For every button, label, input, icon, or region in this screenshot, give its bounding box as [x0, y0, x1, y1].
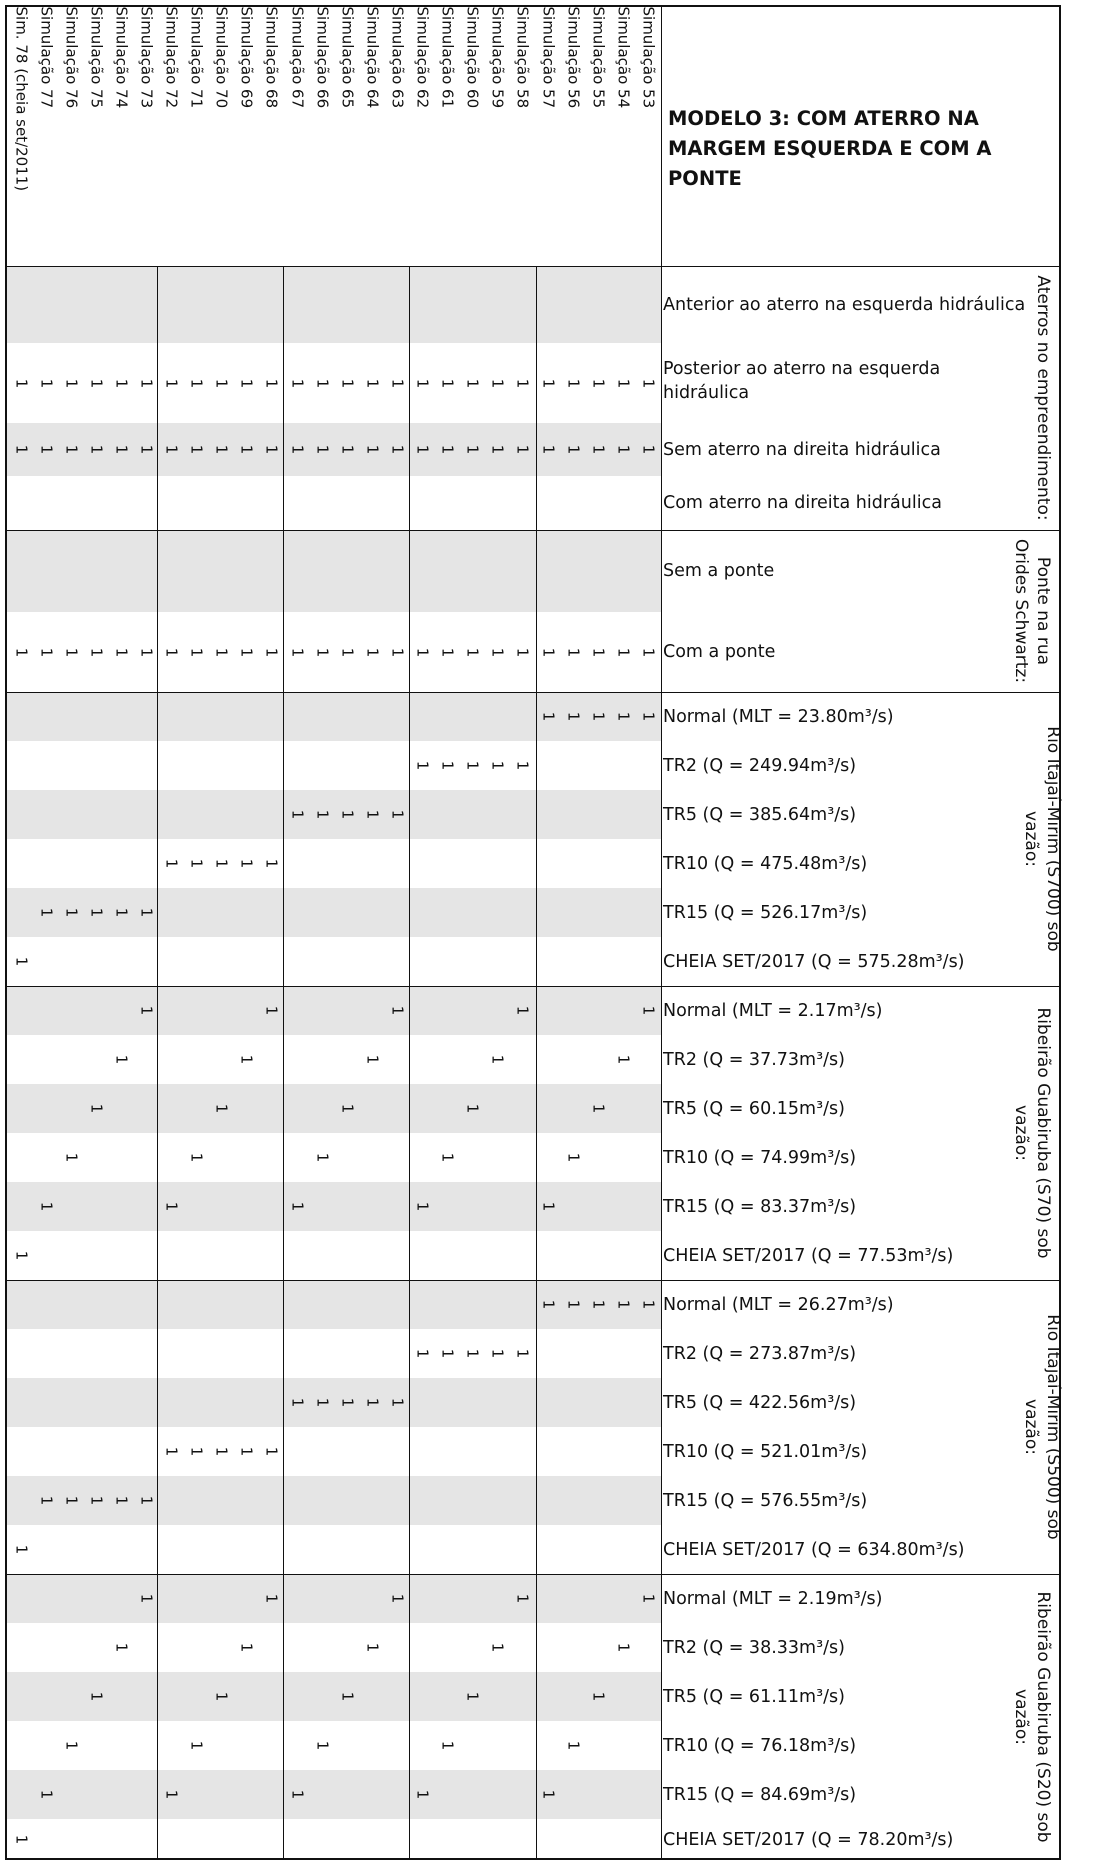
row-label: TR10 (Q = 521.01m³/s)	[663, 1441, 868, 1462]
simulation-header: Simulação 58	[513, 6, 532, 108]
cell-value-1: 1	[463, 1103, 482, 1114]
cell-value-1: 1	[262, 1593, 281, 1604]
group-label: Ribeirão Guabiruba (S20) sob vazão:	[1011, 1591, 1053, 1843]
row-label: Normal (MLT = 23.80m³/s)	[663, 706, 894, 727]
simulation-header: Simulação 71	[187, 6, 206, 108]
cell-value-1: 1	[187, 378, 206, 388]
cell-value-1: 1	[363, 1642, 382, 1653]
cell-value-1: 1	[539, 711, 558, 722]
cell-value-1: 1	[438, 1740, 457, 1751]
cell-value-1: 1	[313, 647, 332, 657]
cell-value-1: 1	[564, 1740, 583, 1751]
cell-value-1: 1	[639, 444, 658, 455]
row-label: Anterior ao aterro na esquerda hidráulica	[663, 294, 1026, 315]
simulation-header: Simulação 59	[488, 6, 507, 108]
simulation-header: Simulação 76	[62, 6, 81, 108]
cell-value-1: 1	[363, 444, 382, 455]
cell-value-1: 1	[137, 1593, 156, 1604]
row-label: Normal (MLT = 26.27m³/s)	[663, 1294, 894, 1315]
simulation-header: Simulação 57	[539, 6, 558, 108]
cell-value-1: 1	[162, 858, 181, 869]
cell-value-1: 1	[288, 1789, 307, 1800]
cell-value-1: 1	[87, 1103, 106, 1114]
cell-value-1: 1	[313, 1740, 332, 1751]
cell-value-1: 1	[589, 444, 608, 455]
cell-value-1: 1	[539, 378, 558, 388]
cell-value-1: 1	[37, 378, 56, 388]
row-label: Com a ponte	[663, 642, 776, 662]
cell-value-1: 1	[338, 809, 357, 820]
cell-value-1: 1	[313, 1152, 332, 1163]
cell-value-1: 1	[37, 647, 56, 657]
cell-value-1: 1	[564, 378, 583, 388]
cell-value-1: 1	[313, 378, 332, 388]
cell-value-1: 1	[62, 378, 81, 388]
cell-value-1: 1	[513, 760, 532, 771]
cell-value-1: 1	[438, 760, 457, 771]
cell-value-1: 1	[62, 647, 81, 657]
cell-value-1: 1	[112, 907, 131, 918]
cell-value-1: 1	[539, 647, 558, 657]
cell-value-1: 1	[187, 1446, 206, 1457]
cell-value-1: 1	[237, 444, 256, 455]
cell-value-1: 1	[37, 1789, 56, 1800]
cell-value-1: 1	[187, 1152, 206, 1163]
simulation-header: Simulação 70	[212, 6, 231, 108]
cell-value-1: 1	[37, 907, 56, 918]
row-label: Sem a ponte	[663, 561, 775, 581]
cell-value-1: 1	[262, 378, 281, 388]
cell-value-1: 1	[338, 1691, 357, 1702]
cell-value-1: 1	[388, 647, 407, 657]
cell-value-1: 1	[614, 711, 633, 722]
cell-value-1: 1	[12, 444, 31, 455]
row-label: Posterior ao aterro na esquerda hidráulica	[663, 359, 941, 403]
cell-value-1: 1	[87, 907, 106, 918]
simulation-header: Simulação 74	[112, 6, 131, 108]
cell-value-1: 1	[12, 647, 31, 657]
cell-value-1: 1	[388, 1005, 407, 1016]
cell-value-1: 1	[313, 444, 332, 455]
cell-value-1: 1	[62, 1495, 81, 1506]
simulation-header: Simulação 53	[639, 6, 658, 108]
cell-value-1: 1	[137, 907, 156, 918]
cell-value-1: 1	[313, 809, 332, 820]
cell-value-1: 1	[288, 444, 307, 455]
row-label: Normal (MLT = 2.19m³/s)	[663, 1588, 883, 1609]
cell-value-1: 1	[212, 647, 231, 657]
cell-value-1: 1	[539, 1789, 558, 1800]
cell-value-1: 1	[614, 1299, 633, 1310]
cell-value-1: 1	[513, 1348, 532, 1359]
cell-value-1: 1	[639, 1005, 658, 1016]
simulation-header: Simulação 61	[438, 6, 457, 108]
cell-value-1: 1	[87, 378, 106, 388]
cell-value-1: 1	[12, 378, 31, 388]
cell-value-1: 1	[87, 647, 106, 657]
cell-value-1: 1	[564, 444, 583, 455]
cell-value-1: 1	[212, 444, 231, 455]
simulation-header: Simulação 63	[388, 6, 407, 108]
cell-value-1: 1	[438, 647, 457, 657]
cell-value-1: 1	[639, 711, 658, 722]
cell-value-1: 1	[564, 711, 583, 722]
cell-value-1: 1	[539, 444, 558, 455]
cell-value-1: 1	[338, 444, 357, 455]
cell-value-1: 1	[62, 1152, 81, 1163]
cell-value-1: 1	[112, 378, 131, 388]
cell-value-1: 1	[413, 760, 432, 771]
row-label: TR15 (Q = 84.69m³/s)	[663, 1784, 857, 1805]
cell-value-1: 1	[262, 858, 281, 869]
cell-value-1: 1	[262, 1005, 281, 1016]
row-label: TR5 (Q = 60.15m³/s)	[663, 1098, 845, 1119]
group-label: Rio Itajaí-Mirim (S700) sob vazão:	[1021, 726, 1063, 952]
cell-value-1: 1	[112, 444, 131, 455]
cell-value-1: 1	[62, 1740, 81, 1751]
cell-value-1: 1	[363, 378, 382, 388]
cell-value-1: 1	[488, 760, 507, 771]
row-label: TR2 (Q = 273.87m³/s)	[663, 1343, 857, 1364]
cell-value-1: 1	[413, 378, 432, 388]
cell-value-1: 1	[262, 1446, 281, 1457]
cell-value-1: 1	[187, 1740, 206, 1751]
cell-value-1: 1	[162, 378, 181, 388]
cell-value-1: 1	[162, 1789, 181, 1800]
cell-value-1: 1	[112, 647, 131, 657]
cell-value-1: 1	[363, 809, 382, 820]
cell-value-1: 1	[338, 378, 357, 388]
simulation-header: Simulação 54	[614, 6, 633, 108]
row-label: TR10 (Q = 76.18m³/s)	[663, 1735, 857, 1756]
cell-value-1: 1	[488, 444, 507, 455]
cell-value-1: 1	[62, 444, 81, 455]
cell-value-1: 1	[212, 378, 231, 388]
cell-value-1: 1	[614, 1642, 633, 1653]
group-label: Rio Itajaí-Mirim (S500) sob vazão:	[1021, 1314, 1063, 1540]
cell-value-1: 1	[237, 1446, 256, 1457]
cell-value-1: 1	[288, 1201, 307, 1212]
cell-value-1: 1	[463, 647, 482, 657]
row-label: TR15 (Q = 526.17m³/s)	[663, 902, 868, 923]
row-label: CHEIA SET/2017 (Q = 78.20m³/s)	[663, 1829, 954, 1850]
cell-value-1: 1	[288, 378, 307, 388]
cell-value-1: 1	[37, 1495, 56, 1506]
cell-value-1: 1	[639, 378, 658, 388]
cell-value-1: 1	[488, 378, 507, 388]
cell-value-1: 1	[388, 444, 407, 455]
cell-value-1: 1	[137, 444, 156, 455]
simulation-header: Simulação 64	[363, 6, 382, 108]
cell-value-1: 1	[614, 444, 633, 455]
cell-value-1: 1	[112, 1495, 131, 1506]
row-label: Com aterro na direita hidráulica	[663, 493, 942, 513]
cell-value-1: 1	[463, 444, 482, 455]
cell-value-1: 1	[12, 956, 31, 967]
cell-value-1: 1	[539, 1201, 558, 1212]
page-title: MODELO 3: COM ATERRO NA MARGEM ESQUERDA E COM A PONTE	[668, 107, 992, 190]
cell-value-1: 1	[564, 1299, 583, 1310]
table-frame	[5, 5, 1061, 1860]
cell-value-1: 1	[513, 444, 532, 455]
cell-value-1: 1	[513, 1005, 532, 1016]
cell-value-1: 1	[212, 858, 231, 869]
cell-value-1: 1	[37, 1201, 56, 1212]
cell-value-1: 1	[187, 444, 206, 455]
cell-value-1: 1	[137, 1495, 156, 1506]
cell-value-1: 1	[589, 711, 608, 722]
cell-value-1: 1	[488, 1054, 507, 1065]
simulation-header: Simulação 56	[564, 6, 583, 108]
cell-value-1: 1	[438, 1348, 457, 1359]
simulation-header: Simulação 66	[313, 6, 332, 108]
cell-value-1: 1	[112, 1642, 131, 1653]
cell-value-1: 1	[237, 1642, 256, 1653]
cell-value-1: 1	[488, 647, 507, 657]
cell-value-1: 1	[513, 1593, 532, 1604]
cell-value-1: 1	[212, 1103, 231, 1114]
row-label: CHEIA SET/2017 (Q = 77.53m³/s)	[663, 1245, 954, 1266]
cell-value-1: 1	[639, 647, 658, 657]
cell-value-1: 1	[589, 378, 608, 388]
simulation-header: Simulação 68	[262, 6, 281, 108]
cell-value-1: 1	[212, 1691, 231, 1702]
simulation-header: Simulação 73	[137, 6, 156, 108]
cell-value-1: 1	[87, 1691, 106, 1702]
cell-value-1: 1	[438, 444, 457, 455]
cell-value-1: 1	[614, 1054, 633, 1065]
simulation-header: Simulação 72	[162, 6, 181, 108]
cell-value-1: 1	[237, 378, 256, 388]
cell-value-1: 1	[639, 1593, 658, 1604]
cell-value-1: 1	[87, 1495, 106, 1506]
cell-value-1: 1	[413, 1201, 432, 1212]
row-label: TR10 (Q = 74.99m³/s)	[663, 1147, 857, 1168]
cell-value-1: 1	[137, 647, 156, 657]
row-label: TR15 (Q = 83.37m³/s)	[663, 1196, 857, 1217]
cell-value-1: 1	[162, 1201, 181, 1212]
row-label: CHEIA SET/2017 (Q = 575.28m³/s)	[663, 951, 965, 972]
cell-value-1: 1	[413, 1348, 432, 1359]
simulation-header: Simulação 65	[338, 6, 357, 108]
simulation-header: Sim. 78 (cheia set/2011)	[12, 6, 31, 191]
cell-value-1: 1	[338, 1397, 357, 1408]
cell-value-1: 1	[288, 647, 307, 657]
cell-value-1: 1	[388, 1397, 407, 1408]
cell-value-1: 1	[413, 647, 432, 657]
cell-value-1: 1	[262, 647, 281, 657]
cell-value-1: 1	[338, 647, 357, 657]
row-label: Sem aterro na direita hidráulica	[663, 439, 941, 460]
group-label: Ponte na rua Orides Schwartz:	[1011, 538, 1053, 684]
row-label: TR5 (Q = 385.64m³/s)	[663, 804, 857, 825]
cell-value-1: 1	[37, 444, 56, 455]
cell-value-1: 1	[388, 1593, 407, 1604]
cell-value-1: 1	[589, 1299, 608, 1310]
simulation-header: Simulação 69	[237, 6, 256, 108]
cell-value-1: 1	[137, 378, 156, 388]
cell-value-1: 1	[363, 647, 382, 657]
cell-value-1: 1	[564, 1152, 583, 1163]
cell-value-1: 1	[87, 444, 106, 455]
cell-value-1: 1	[187, 858, 206, 869]
cell-value-1: 1	[162, 444, 181, 455]
cell-value-1: 1	[112, 1054, 131, 1065]
simulation-header: Simulação 62	[413, 6, 432, 108]
cell-value-1: 1	[589, 1691, 608, 1702]
cell-value-1: 1	[438, 1152, 457, 1163]
cell-value-1: 1	[187, 647, 206, 657]
cell-value-1: 1	[614, 647, 633, 657]
cell-value-1: 1	[237, 647, 256, 657]
cell-value-1: 1	[363, 1054, 382, 1065]
cell-value-1: 1	[488, 1348, 507, 1359]
row-label: TR2 (Q = 38.33m³/s)	[663, 1637, 845, 1658]
cell-value-1: 1	[237, 858, 256, 869]
simulation-header: Simulação 75	[87, 6, 106, 108]
cell-value-1: 1	[413, 444, 432, 455]
row-label: TR2 (Q = 37.73m³/s)	[663, 1049, 845, 1070]
group-label: Aterros no empreendimento:	[1033, 275, 1053, 521]
cell-value-1: 1	[463, 1691, 482, 1702]
row-label: TR15 (Q = 576.55m³/s)	[663, 1490, 868, 1511]
simulation-header: Simulação 77	[37, 6, 56, 108]
cell-value-1: 1	[338, 1103, 357, 1114]
simulation-header: Simulação 55	[589, 6, 608, 108]
cell-value-1: 1	[237, 1054, 256, 1065]
row-label: TR2 (Q = 249.94m³/s)	[663, 755, 857, 776]
cell-value-1: 1	[12, 1544, 31, 1555]
cell-value-1: 1	[513, 378, 532, 388]
cell-value-1: 1	[589, 1103, 608, 1114]
cell-value-1: 1	[388, 809, 407, 820]
cell-value-1: 1	[12, 1250, 31, 1261]
cell-value-1: 1	[438, 378, 457, 388]
cell-value-1: 1	[262, 444, 281, 455]
cell-value-1: 1	[62, 907, 81, 918]
cell-value-1: 1	[463, 760, 482, 771]
cell-value-1: 1	[463, 378, 482, 388]
cell-value-1: 1	[639, 1299, 658, 1310]
cell-value-1: 1	[12, 1834, 31, 1845]
simulation-header: Simulação 67	[288, 6, 307, 108]
cell-value-1: 1	[488, 1642, 507, 1653]
cell-value-1: 1	[363, 1397, 382, 1408]
cell-value-1: 1	[564, 647, 583, 657]
simulation-header: Simulação 60	[463, 6, 482, 108]
cell-value-1: 1	[388, 378, 407, 388]
cell-value-1: 1	[313, 1397, 332, 1408]
row-label: Normal (MLT = 2.17m³/s)	[663, 1000, 883, 1021]
cell-value-1: 1	[137, 1005, 156, 1016]
cell-value-1: 1	[463, 1348, 482, 1359]
cell-value-1: 1	[539, 1299, 558, 1310]
row-label: TR5 (Q = 61.11m³/s)	[663, 1686, 845, 1707]
row-label: CHEIA SET/2017 (Q = 634.80m³/s)	[663, 1539, 965, 1560]
cell-value-1: 1	[288, 809, 307, 820]
cell-value-1: 1	[162, 1446, 181, 1457]
cell-value-1: 1	[513, 647, 532, 657]
cell-value-1: 1	[288, 1397, 307, 1408]
cell-value-1: 1	[162, 647, 181, 657]
cell-value-1: 1	[413, 1789, 432, 1800]
row-label: TR5 (Q = 422.56m³/s)	[663, 1392, 857, 1413]
cell-value-1: 1	[614, 378, 633, 388]
cell-value-1: 1	[212, 1446, 231, 1457]
group-label: Ribeirão Guabiruba (S70) sob vazão:	[1011, 1007, 1053, 1259]
row-label: TR10 (Q = 475.48m³/s)	[663, 853, 868, 874]
cell-value-1: 1	[589, 647, 608, 657]
